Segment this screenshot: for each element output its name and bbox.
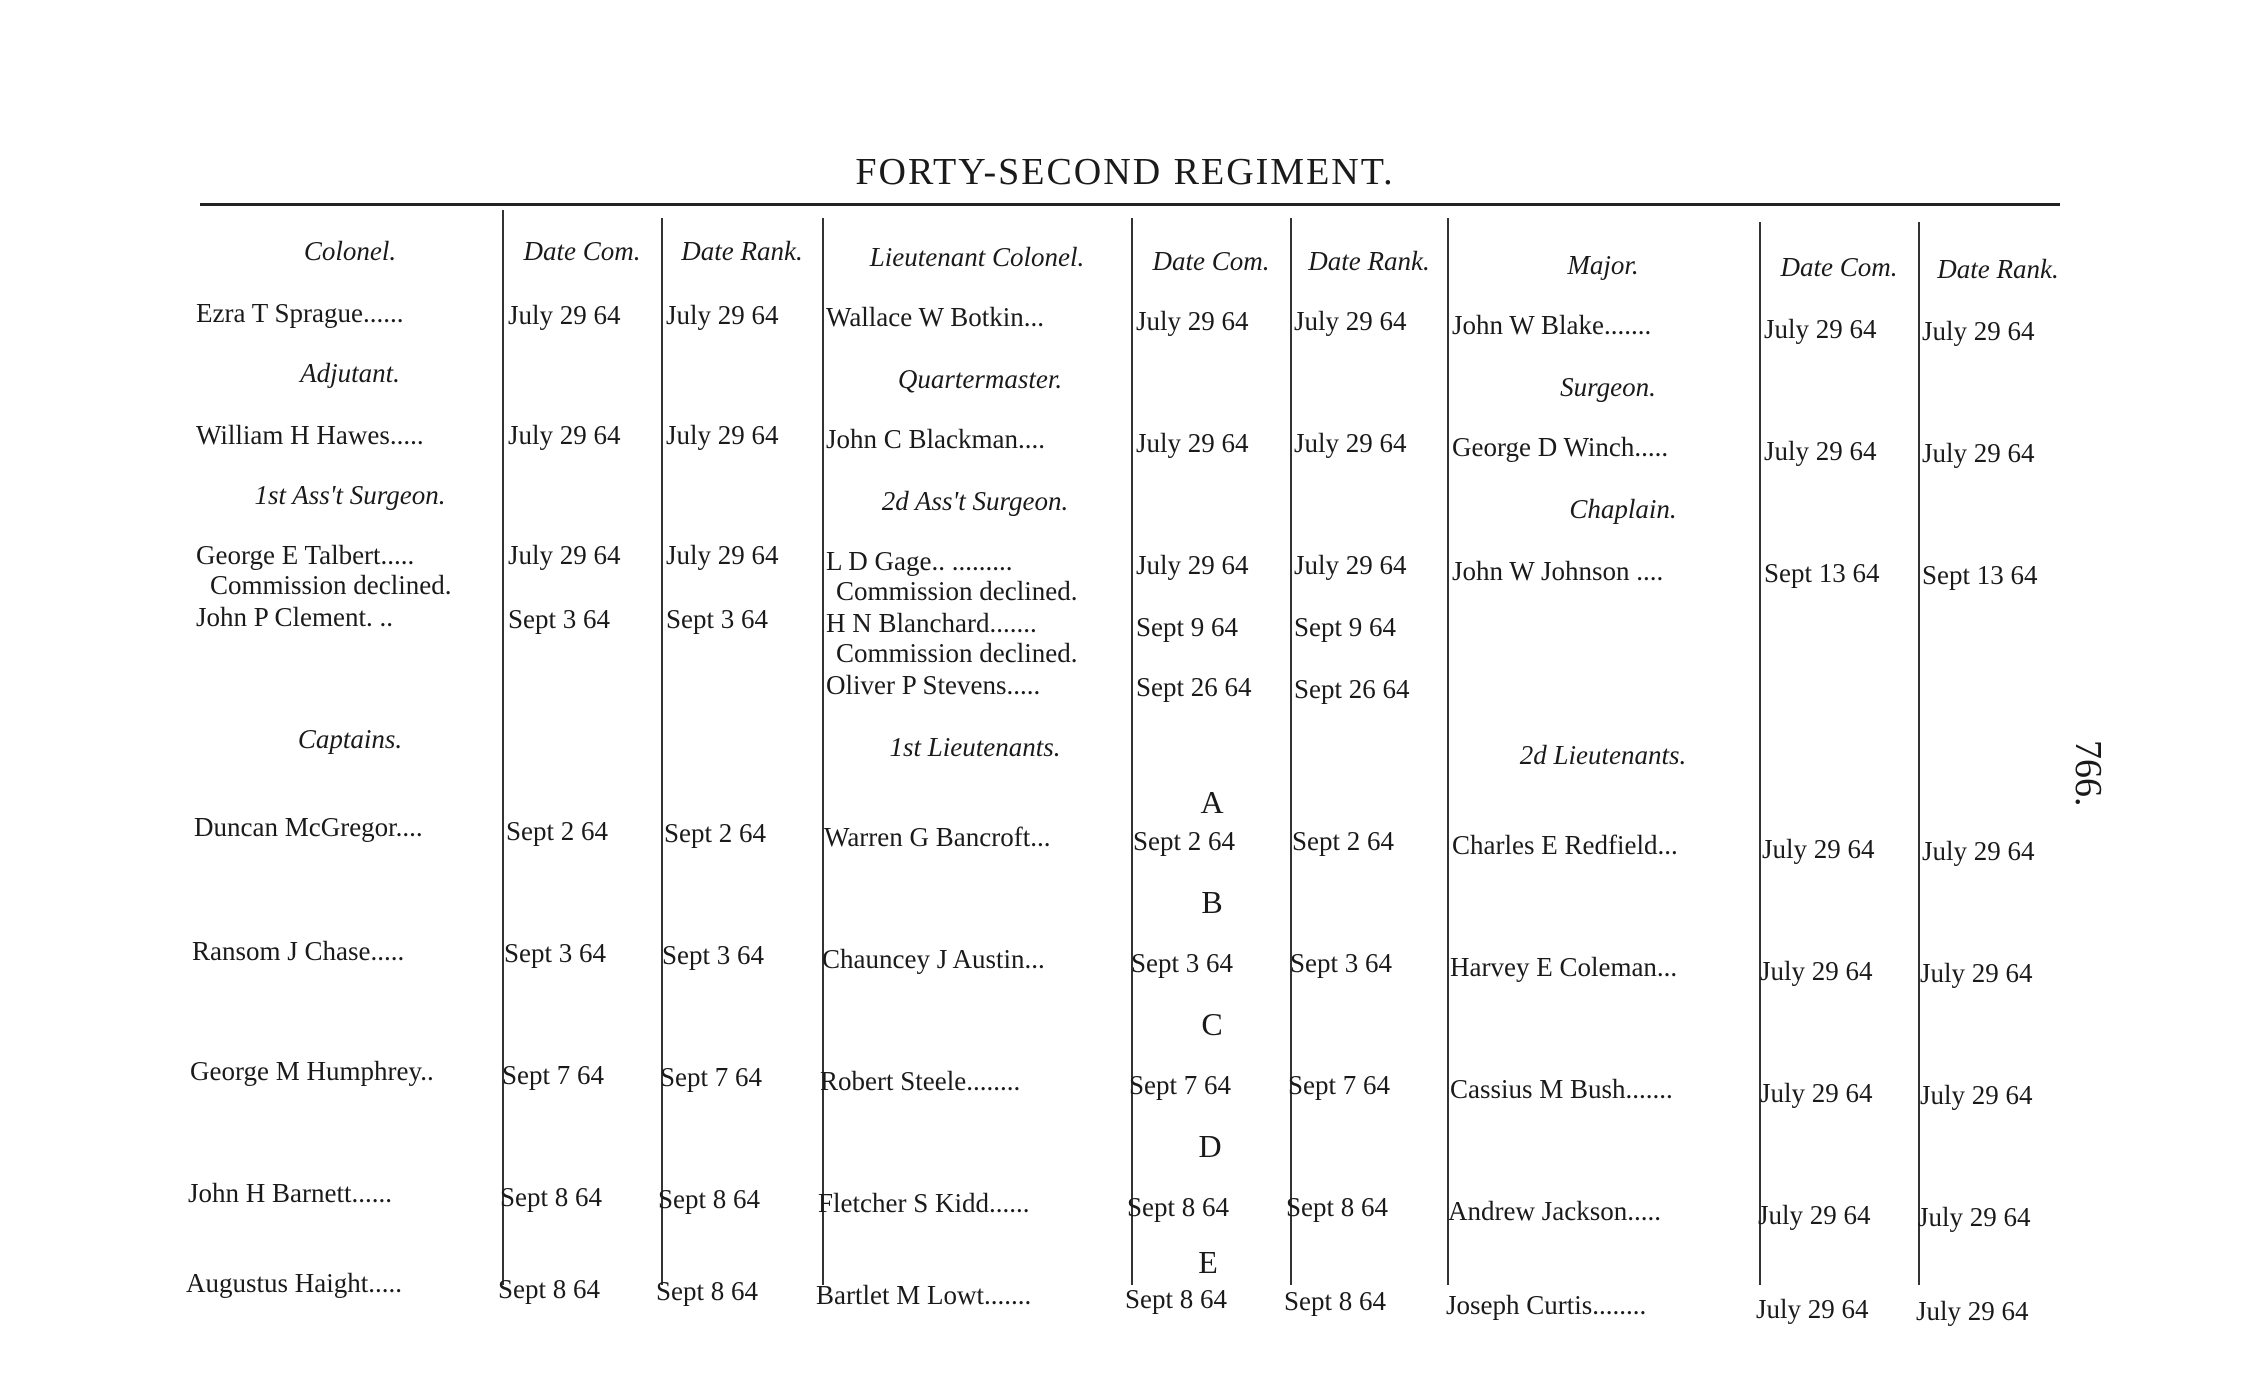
date-rank: July 29 64 (1920, 1080, 2033, 1110)
date-rank: Sept 26 64 (1294, 674, 1410, 704)
date-com: July 29 64 (508, 300, 621, 330)
date-rank: Sept 3 64 (1290, 948, 1393, 978)
header-2d-lieutenants: 2d Lieutenants. (1519, 740, 1687, 770)
date-rank: Sept 9 64 (1294, 612, 1397, 642)
header-date-rank: Date Rank. (1937, 254, 2059, 284)
date-com: July 29 64 (1136, 306, 1249, 336)
column-rule (1447, 218, 1449, 1285)
company-letter: B (1201, 884, 1223, 920)
date-rank: Sept 3 64 (662, 940, 765, 970)
title-rule (200, 203, 2060, 206)
page-title: FORTY-SECOND REGIMENT. (855, 151, 1395, 193)
asst-surgeon-2-name: H N Blanchard....... (826, 608, 1037, 638)
date-rank: July 29 64 (1294, 428, 1407, 458)
date-com: Sept 8 64 (1125, 1284, 1228, 1314)
commission-note: Commission declined. (836, 638, 1078, 668)
date-rank: July 29 64 (1916, 1296, 2029, 1326)
date-rank: Sept 2 64 (1292, 826, 1395, 856)
date-rank: July 29 64 (1922, 836, 2035, 866)
header-colonel: Colonel. (303, 236, 397, 266)
date-com: July 29 64 (1760, 956, 1873, 986)
date-com: Sept 8 64 (1127, 1192, 1230, 1222)
page-number: 766. (2067, 740, 2109, 807)
header-date-com: Date Com. (1780, 252, 1898, 282)
date-com: Sept 8 64 (500, 1182, 603, 1212)
date-com: July 29 64 (1136, 428, 1249, 458)
date-com: Sept 7 64 (502, 1060, 605, 1090)
date-com: Sept 2 64 (1133, 826, 1236, 856)
1st-lieutenant-name: Fletcher S Kidd...... (818, 1188, 1030, 1218)
date-com: Sept 7 64 (1129, 1070, 1232, 1100)
lt-colonel-name: Wallace W Botkin... (826, 302, 1045, 332)
date-rank: Sept 8 64 (1284, 1286, 1387, 1316)
1st-lieutenant-name: Chauncey J Austin... (822, 944, 1045, 974)
chaplain-name: John W Johnson .... (1452, 556, 1664, 586)
header-captains: Captains. (297, 724, 403, 754)
date-rank: Sept 8 64 (656, 1276, 759, 1306)
captain-name: Ransom J Chase..... (192, 936, 405, 966)
company-letter: C (1201, 1006, 1223, 1042)
header-date-rank: Date Rank. (1308, 246, 1430, 276)
header-1st-asst-surgeon: 1st Ass't Surgeon. (254, 480, 446, 510)
date-com: Sept 13 64 (1764, 558, 1880, 588)
date-rank: July 29 64 (666, 540, 779, 570)
date-com: Sept 26 64 (1136, 672, 1252, 702)
commission-note: Commission declined. (836, 576, 1078, 606)
column-rule (822, 218, 824, 1285)
2d-lieutenant-name: Harvey E Coleman... (1450, 952, 1678, 982)
1st-lieutenant-name: Robert Steele........ (820, 1066, 1021, 1096)
major-name: John W Blake....... (1452, 310, 1652, 340)
date-com: Sept 9 64 (1136, 612, 1239, 642)
date-rank: Sept 8 64 (658, 1184, 761, 1214)
2d-lieutenant-name: Andrew Jackson..... (1448, 1196, 1661, 1226)
asst-surgeon-2-name: L D Gage.. ......... (826, 546, 1013, 576)
2d-lieutenant-name: Charles E Redfield... (1452, 830, 1678, 860)
captain-name: Augustus Haight..... (186, 1268, 402, 1298)
date-rank: July 29 64 (1918, 1202, 2031, 1232)
column-rule (661, 218, 663, 1285)
header-lt-colonel: Lieutenant Colonel. (869, 242, 1085, 272)
column-rule (1918, 222, 1920, 1285)
date-com: July 29 64 (1136, 550, 1249, 580)
quartermaster-name: John C Blackman.... (826, 424, 1045, 454)
date-rank: Sept 2 64 (664, 818, 767, 848)
surgeon-name: George D Winch..... (1452, 432, 1669, 462)
date-rank: July 29 64 (1922, 316, 2035, 346)
date-rank: Sept 7 64 (1288, 1070, 1391, 1100)
adjutant-name: William H Hawes..... (196, 420, 424, 450)
date-com: July 29 64 (508, 420, 621, 450)
date-com: July 29 64 (1764, 314, 1877, 344)
date-rank: July 29 64 (666, 300, 779, 330)
2d-lieutenant-name: Cassius M Bush....... (1450, 1074, 1673, 1104)
1st-lieutenant-name: Warren G Bancroft... (824, 822, 1051, 852)
header-date-com: Date Com. (523, 236, 641, 266)
column-rule (1290, 218, 1292, 1285)
company-letter: E (1198, 1244, 1218, 1280)
date-rank: Sept 3 64 (666, 604, 769, 634)
header-surgeon: Surgeon. (1560, 372, 1656, 402)
date-com: July 29 64 (1756, 1294, 1869, 1324)
date-com: Sept 3 64 (508, 604, 611, 634)
header-date-com: Date Com. (1152, 246, 1270, 276)
captain-name: Duncan McGregor.... (194, 812, 423, 842)
date-com: Sept 3 64 (1131, 948, 1234, 978)
date-rank: July 29 64 (1294, 550, 1407, 580)
date-com: July 29 64 (1758, 1200, 1871, 1230)
asst-surgeon-name: John P Clement. .. (196, 602, 394, 632)
column-rule (502, 210, 504, 1285)
captain-name: John H Barnett...... (188, 1178, 392, 1208)
header-date-rank: Date Rank. (681, 236, 803, 266)
date-rank: July 29 64 (1920, 958, 2033, 988)
company-letter: D (1198, 1128, 1222, 1164)
date-com: July 29 64 (1762, 834, 1875, 864)
company-letter: A (1200, 784, 1224, 820)
date-com: July 29 64 (1764, 436, 1877, 466)
date-rank: Sept 13 64 (1922, 560, 2038, 590)
column-rule (1131, 218, 1133, 1285)
colonel-name: Ezra T Sprague...... (196, 298, 404, 328)
1st-lieutenant-name: Bartlet M Lowt....... (816, 1280, 1032, 1310)
date-com: July 29 64 (508, 540, 621, 570)
date-com: Sept 8 64 (498, 1274, 601, 1304)
header-2d-asst-surgeon: 2d Ass't Surgeon. (881, 486, 1069, 516)
header-major: Major. (1567, 250, 1639, 280)
captain-name: George M Humphrey.. (190, 1056, 434, 1086)
asst-surgeon-2-name: Oliver P Stevens..... (826, 670, 1041, 700)
header-adjutant: Adjutant. (300, 358, 400, 388)
2d-lieutenant-name: Joseph Curtis........ (1446, 1290, 1647, 1320)
date-rank: July 29 64 (1922, 438, 2035, 468)
asst-surgeon-name: George E Talbert..... (196, 540, 415, 570)
date-com: Sept 3 64 (504, 938, 607, 968)
date-rank: Sept 8 64 (1286, 1192, 1389, 1222)
date-com: July 29 64 (1760, 1078, 1873, 1108)
date-com: Sept 2 64 (506, 816, 609, 846)
header-1st-lieutenants: 1st Lieutenants. (889, 732, 1061, 762)
date-rank: Sept 7 64 (660, 1062, 763, 1092)
commission-note: Commission declined. (210, 570, 452, 600)
header-quartermaster: Quartermaster. (897, 364, 1063, 394)
date-rank: July 29 64 (1294, 306, 1407, 336)
date-rank: July 29 64 (666, 420, 779, 450)
header-chaplain: Chaplain. (1569, 494, 1677, 524)
column-rule (1759, 222, 1761, 1285)
